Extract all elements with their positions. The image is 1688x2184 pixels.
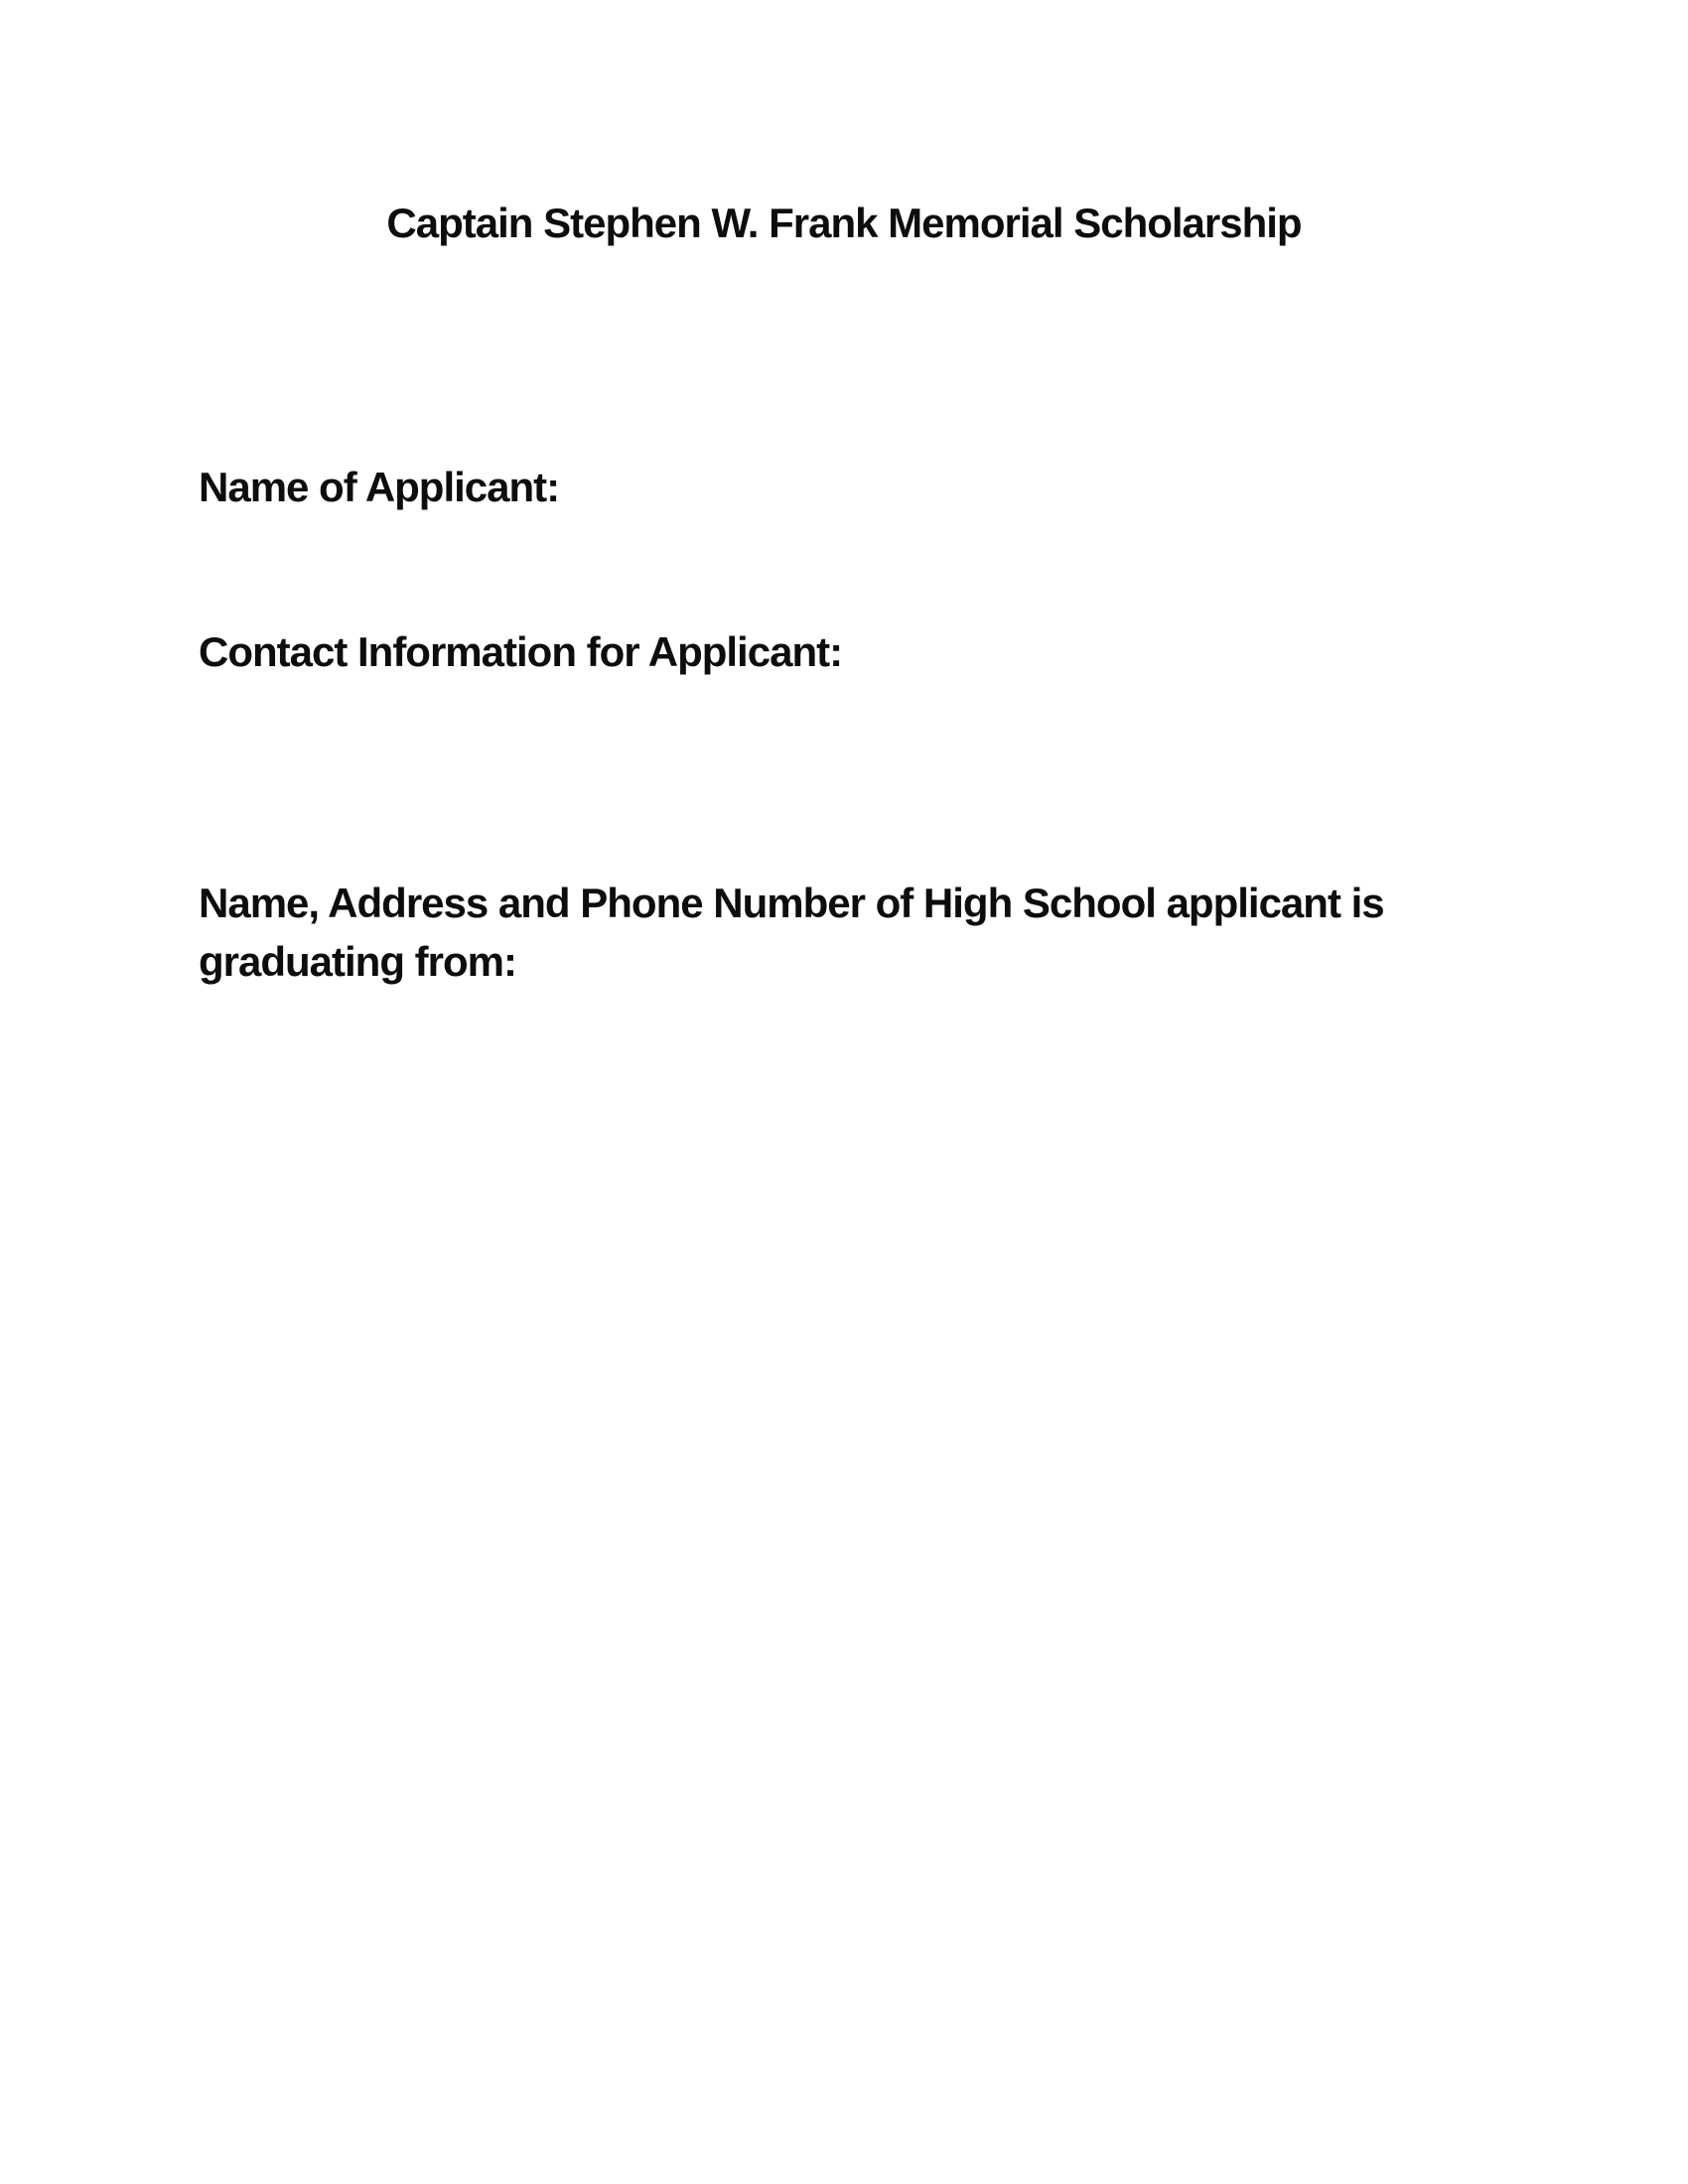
high-school-label-line-2: graduating from: — [199, 938, 516, 986]
high-school-label-line-1: Name, Address and Phone Number of High School applicant is — [199, 880, 1384, 927]
contact-information-label: Contact Information for Applicant: — [199, 627, 843, 675]
document-title: Captain Stephen W. Frank Memorial Scholarship — [386, 200, 1302, 246]
name-of-applicant-label: Name of Applicant: — [199, 463, 560, 510]
field-contact-information — [199, 623, 1489, 682]
field-high-school-info — [199, 875, 1489, 992]
field-name-of-applicant — [199, 459, 1489, 517]
